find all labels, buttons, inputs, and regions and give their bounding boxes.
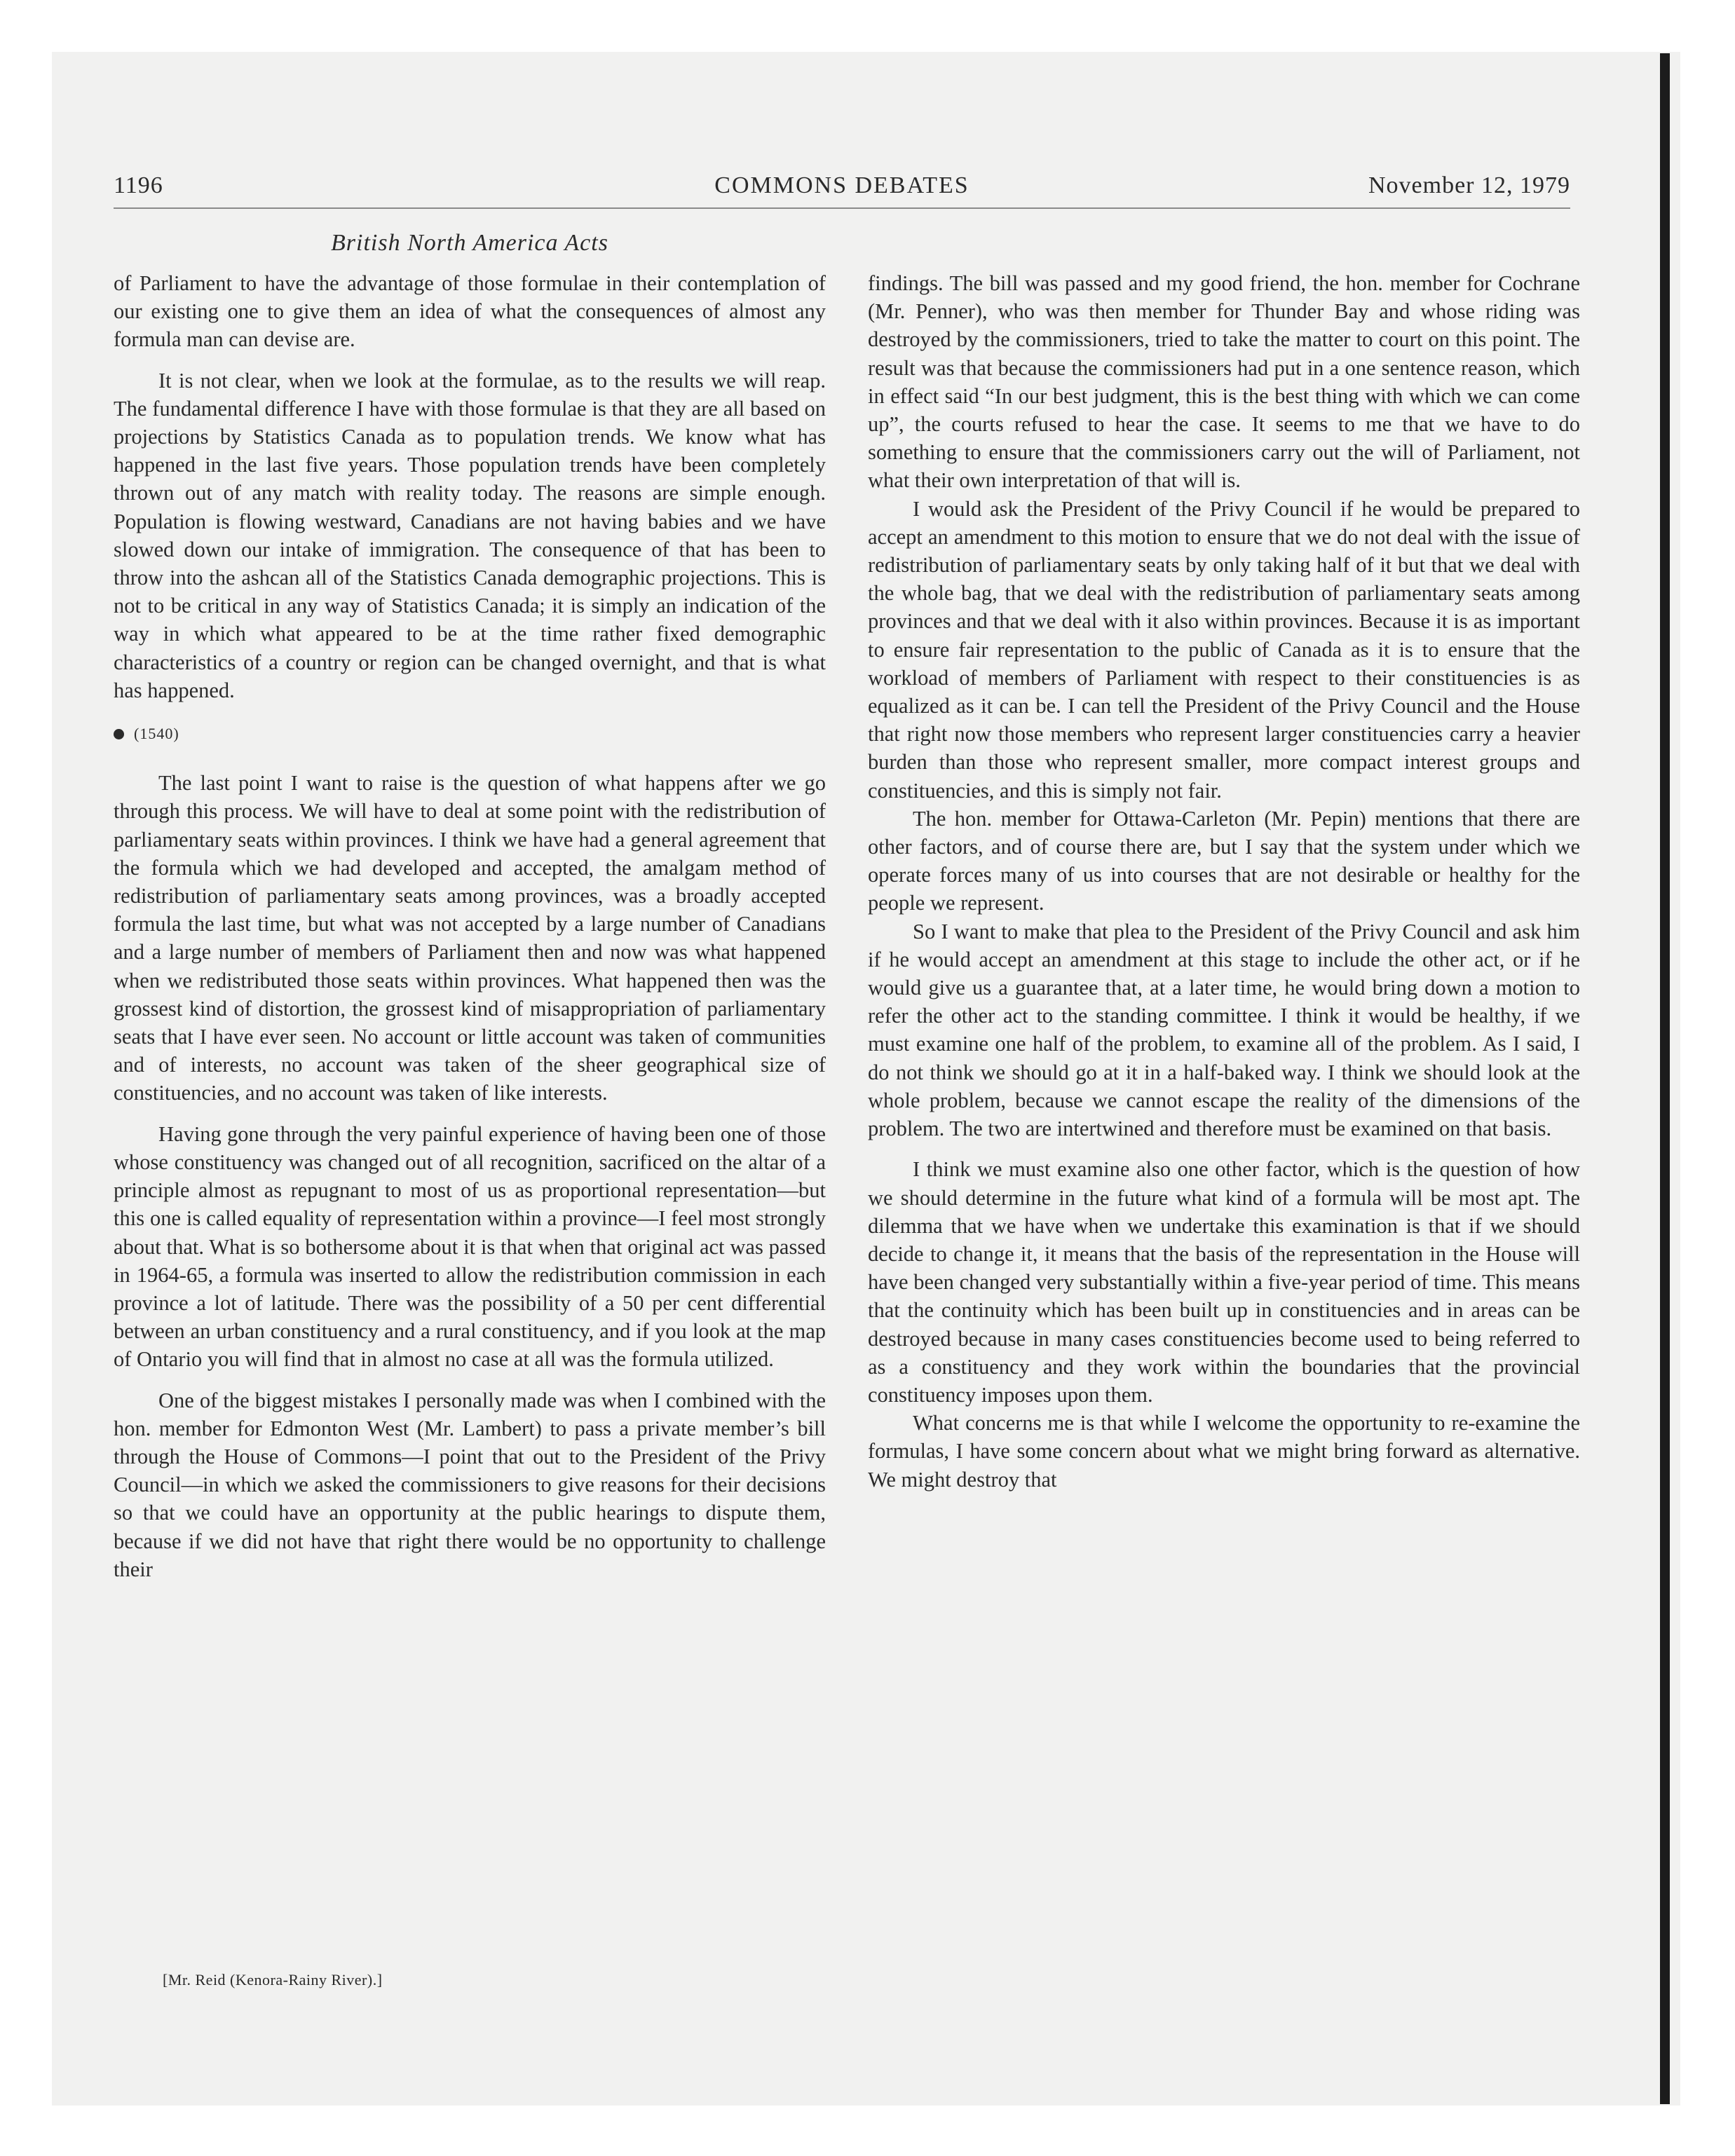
publication-title: COMMONS DEBATES (714, 172, 969, 198)
bullet-dot-icon (114, 729, 124, 739)
paragraph: What concerns me is that while I welcome the opportunity to re-examine the formulas, I have some concern about what we might bring forward as alternative. We might destroy that (868, 1411, 1580, 1492)
paragraph: I would ask the President of the Privy Council if he would be prepared to accept an amendment to this motion to ensure that we do not deal with the issue of redistribution of parliamentary seats by only taking half of it but that we deal with the whole bag, that we deal with the redistribution of parliamentary seats among provinces and that we deal with it also within provinces. Because it is as important to ensure fair representation to the public of Canada as it is to ensure that the workload of members of Parliament with respect to their constituencies is as equalized as it can be. I can tell the President of the Privy Council and the House that right now those members who represent larger constituencies carry a heavier burden than those who represent smaller, more compact interest groups and constituencies, and this is simply not fair. (868, 496, 1580, 803)
running-title: British North America Acts (331, 230, 608, 256)
right-column (868, 269, 1580, 1494)
paragraph: The hon. member for Ottawa-Carleton (Mr. Pepin) mentions that there are other factors, and of course there are, but I say that the system under which we operate forces many of us into courses that are not desirable or healthy for the people we represent. (868, 806, 1580, 915)
paragraph: The last point I want to raise is the question of what happens after we go through this process. We will have to deal at some point with the redistribution of parliamentary seats within provinces. I think we have had a general agreement that the formula which we had developed and accepted, the amalgam method of redistribution of parliamentary seats among provinces, was a broadly accepted formula the last time, but what was not accepted by a large number of Canadians and a large number of members of Parliament then and now was what happened when we redistributed those seats within provinces. What happened then was the grossest kind of distortion, the grossest kind of misappropriation of parliamentary seats that I have ever seen. No account or little account was taken of communities and of interests, no account was taken of the sheer geographical size of constituencies, and no account was taken of like interests. (114, 771, 826, 1105)
scan-edge-bar (1660, 53, 1670, 2104)
paragraph: It is not clear, when we look at the formulae, as to the results we will reap. The fundamental difference I have with those formulae is that they are all based on projections by Statistics Canada as to population trends. We know what has happened in the last five years. Those population trends have been completely thrown out of any match with reality today. The reasons are simple enough. Population is flowing westward, Canadians are not having babies and we have slowed down our intake of immigration. The consequence of that has been to throw into the ashcan all of the Statistics Canada demographic projections. This is not to be critical in any way of Statistics Canada; it is simply an indication of the way in which what appeared to be at the time rather fixed demographic characteristics of a country or region can be changed overnight, and that is what has happened. (114, 368, 826, 702)
page-header (114, 172, 1570, 207)
paragraph: One of the biggest mistakes I personally made was when I combined with the hon. member for Edmonton West (Mr. Lambert) to pass a private member’s bill through the House of Commons—I point that out to the President of the Privy Council—in which we asked the commissioners to give reasons for their decisions so that we could have an opportunity at the public hearings to dispute them, because if we did not have that right there would be no opportunity to challenge their (114, 1388, 826, 1581)
paragraph: So I want to make that plea to the President of the Privy Council and ask him if he would accept an amendment at this stage to include the other act, or if he would give us a guarantee that, at a later time, he would bring down a motion to refer the other act to the standing committee. I think it would be healthy, if we must examine one half of the problem, to examine all of the problem. As I said, I do not think we should go at it in a half-baked way. I think we should look at the whole problem, because we cannot escape the reality of the dimensions of the problem. The two are intertwined and therefore must be examined on that basis. (868, 919, 1580, 1141)
time-marker-label: (1540) (134, 725, 179, 743)
paragraph: findings. The bill was passed and my good friend, the hon. member for Cochrane (Mr. Penner), who was then member for Thunder Bay and whose riding was destroyed by the commissioners, tried to take the matter to court on this point. The result was that because the commissioners had put in a one sentence reason, which in effect said “In our best judgment, this is the best thing with which we can come up”, the courts refused to hear the case. It seems to me that we have to do something to ensure that the commissioners carry out the will of Parliament, not what their own interpretation of that will is. (868, 271, 1580, 493)
paragraph: Having gone through the very painful experience of having been one of those whose constituency was changed out of all recognition, sacrificed on the altar of a principle almost as repugnant to most of us as proportional representation—but this one is called equality of representation within a province—I feel most strongly about that. What is so bothersome about it is that when that original act was passed in 1964-65, a formula was inserted to allow the redistribution commission in each province a lot of latitude. There was the possibility of a 50 per cent differential between an urban constituency and a rural constituency, and if you look at the map of Ontario you will find that in almost no case at all was the formula utilized. (114, 1121, 826, 1372)
paragraph: of Parliament to have the advantage of those formulae in their contemplation of our existing one to give them an idea of what the consequences of almost any formula man can devise are. (114, 271, 826, 352)
page-number: 1196 (114, 172, 163, 198)
left-column (114, 269, 826, 1583)
header-rule (114, 207, 1570, 209)
paragraph: I think we must examine also one other factor, which is the question of how we should determine in the future what kind of a formula will be most apt. The dilemma that we have when we undertake this examination is that if we should decide to change it, it means that the basis of the representation in the House will have been changed very substantially within a five-year period of time. This means that the continuity which has been built up in constituencies and in areas can be destroyed because in many cases constituencies become used to being referred to as a constituency and they work within the boundaries that the provincial constituency imposes upon them. (868, 1157, 1580, 1407)
issue-date: November 12, 1979 (1368, 172, 1570, 198)
speaker-footnote: [Mr. Reid (Kenora-Rainy River).] (163, 1971, 383, 1988)
time-marker (114, 720, 826, 748)
